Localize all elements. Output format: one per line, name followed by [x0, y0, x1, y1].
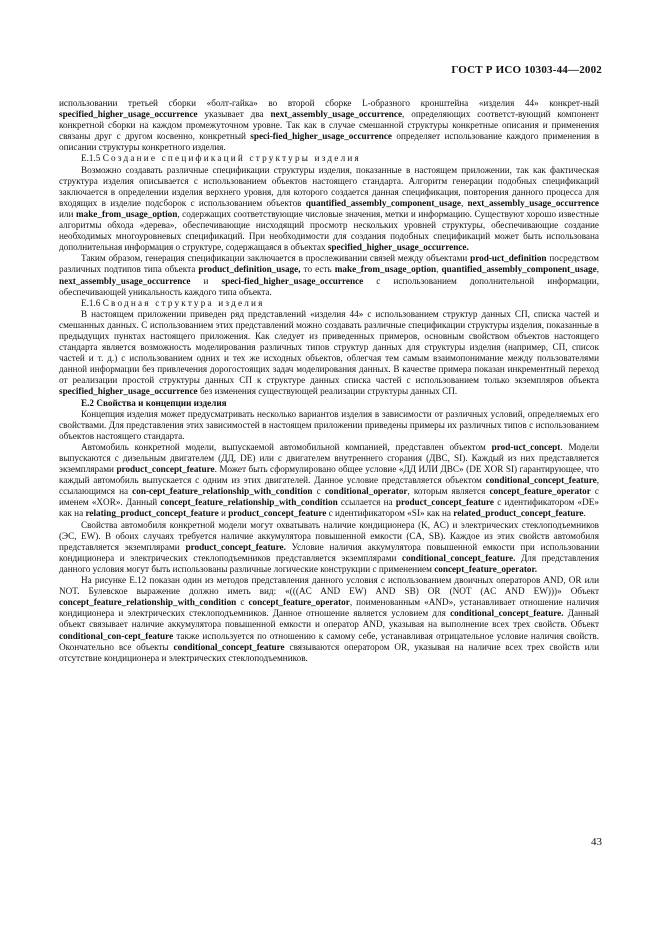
text-run: Таким образом, генерация спецификации заключается в прослеживании связей между объектами: [81, 253, 471, 264]
text-run: связываются оператором OR, указывая на наличие всех трех свойств или отсутствие кондиционера и электрических стеклоподъемников.: [59, 641, 599, 663]
bold-term: prod-uct_concept: [491, 441, 561, 452]
bold-term: conditional_operator: [324, 486, 408, 497]
text-run: и: [190, 275, 222, 286]
bold-term: concept_feature_operator: [248, 597, 350, 608]
bold-term: product_concept_feature: [116, 464, 215, 475]
text-run: ,: [436, 264, 442, 275]
bold-term: conditional_concept_feature: [173, 641, 285, 652]
document-body: [59, 98, 599, 664]
text-run: Автомобиль конкретной модели, выпускаемой автомобильной компанией, представлен объектом: [81, 441, 492, 452]
text-run: использовании третьей сборки «болт-гайка» во второй сборке L-образного кронштейна «изделия 44» конкрет-ный: [59, 98, 599, 108]
page-number: 43: [591, 836, 602, 848]
section-heading-e15: [59, 153, 599, 164]
text-run: В настоящем приложении приведен ряд представлений «изделия 44» с использованием структур данных СП, списка частей и смешанных данных. С использованием этих представлений можно создавать различные спецификации структуры изделия, показанные в предыдущих пунктах настоящего приложения. Как следует из приведенных примеров, основным свойством объектов настоящего стандарта является возможность моделирования различных типов структур данных для структуры изделия (например, СП, список частей и т. д.) с использованием одних и тех же исходных объектов, облегчая тем самым взаимопонимание между пользователями данной информации без привлечения дорогостоящих задач моделирования данных. В качестве примера показан инкрементный переход от реализации простой структуры данных СП к структуре данных списка частей с использованием только экземпляров объекта: [59, 308, 599, 386]
text-run: посредством различных подтипов типа объекта: [59, 253, 599, 275]
text-run: E.1.6: [81, 297, 103, 308]
text-run: . Модели выпускаются с дизельным двигателем (ДД, DE) или с двигателем внутреннего сгорания (ДВС, SI). Каждый из них представляется экземплярами: [59, 441, 599, 475]
paragraph: [59, 442, 599, 520]
text-run: , определяющих соответст-вующий компонент конкретной сборки на каждом промежуточном уровне. Так как в случае смешанной структуры конкретные описания и применения связаны друг с другом косвенно, конкретный: [59, 109, 599, 142]
bold-term: relating_product_concept_feature: [85, 508, 219, 519]
bold-term: product_definition_usage,: [198, 264, 301, 275]
text-run: с использованием дополнительной информации, обеспечивающей уникальность каждого типа объекта.: [59, 275, 599, 297]
text-run: с: [236, 597, 249, 608]
paragraph: [59, 409, 599, 442]
text-run: без изменения существующей реализации структуры данных СП.: [197, 386, 458, 397]
paragraph: [59, 253, 599, 297]
text-run: то есть: [300, 264, 335, 275]
text-run: .: [583, 508, 586, 519]
bold-term: speci-fied_higher_usage_occurrence: [250, 131, 392, 142]
text-run: с: [312, 486, 325, 497]
bold-term: concept_feature_operator: [489, 486, 591, 497]
text-run: указывает два: [197, 109, 271, 120]
bold-term: product_concept_feature: [228, 508, 327, 519]
text-run: ,: [460, 197, 468, 208]
bold-term: related_product_concept_feature: [453, 508, 584, 519]
text-run: , поименованным «AND», устанавливает отношение наличия кондиционера и электрических стеклоподъемников. Данное отношение является условием для: [59, 597, 600, 619]
text-run: и: [218, 508, 229, 519]
text-run: с идентификатором «DE» как на: [59, 497, 599, 519]
paragraph: [59, 575, 599, 664]
bold-term: quantified_assembly_component_usage: [441, 264, 597, 275]
text-run: Концепция изделия может предусматривать несколько вариантов изделия в зависимости от различных условий, определяемых его свойствами. Для представления этих зависимостей в настоящем приложении приведены примеры их различных типов с использованием объектов настоящего стандарта.: [59, 408, 599, 441]
text-run: с именем «XOR». Данный: [59, 486, 599, 508]
bold-term: specified_higher_usage_occurrence.: [327, 242, 469, 253]
text-run: Свойства автомобиля конкретной модели могут охватывать наличие кондиционера (K, AC) и электрических стеклоподъемников (ЭС, EW). В обоих случаях требуется наличие аккумулятора повышенной емкости (CA, SB). Каждое из этих свойств автомобиля представляется экземплярами: [59, 519, 599, 552]
text-run: определяет использование каждого применения в описании структуры конкретного изделия.: [59, 131, 599, 153]
bold-term: specified_higher_usage_occurrence: [59, 109, 198, 120]
bold-term: speci-fied_higher_usage_occurrence: [221, 275, 364, 286]
bold-term: con-cept_feature_relationship_with_condition: [132, 486, 313, 497]
standard-header: ГОСТ Р ИСО 10303-44—2002: [451, 64, 602, 76]
bold-term: conditional_con-cept_feature: [59, 630, 174, 641]
bold-term: next_assembly_usage_occurrence: [270, 109, 403, 120]
paragraph: [59, 309, 599, 398]
bold-term: concept_feature_operator.: [434, 563, 538, 574]
bold-term: make_from_usage_option: [334, 264, 437, 275]
bold-term: product_concept_feature.: [185, 541, 286, 552]
text-run: Сводная структура изделия: [102, 297, 265, 308]
bold-term: next_assembly_usage_occurrence: [467, 197, 600, 208]
paragraph: [59, 98, 599, 153]
text-run: ссылается на: [337, 497, 396, 508]
bold-term: prod-uct_definition: [470, 253, 547, 264]
bold-term: E.2 Свойства и концепции изделия: [81, 397, 227, 408]
text-run: Для представления данного условия могут быть использованы различные логические конструкции с применением: [59, 552, 599, 574]
paragraph: [59, 520, 599, 575]
text-run: Данный объект связывает наличие аккумулятора повышенной емкости и оператор AND, указывая на выполнение всех трех свойств. Объект: [59, 608, 599, 630]
text-run: или: [59, 208, 76, 219]
text-run: также используется по отношению к самому себе, устанавливая отрицательное условие наличия свойств. Окончательно все объекты: [59, 630, 599, 652]
text-run: с идентификатором «SI» как на: [326, 508, 454, 519]
text-run: Создание спецификаций структуры изделия: [102, 153, 361, 164]
bold-term: concept_feature_relationship_with_condition: [160, 497, 338, 508]
bold-term: next_assembly_usage_occurrence: [59, 275, 191, 286]
paragraph: [59, 165, 599, 254]
text-run: . Может быть сформулировано общее условие «ДД ИЛИ ДВС» (DE XOR SI) гарантирующее, что каждый автомобиль выпускается с одним из этих двигателей. Данное условие представляется объектом: [59, 464, 599, 486]
section-heading-e2: [59, 398, 599, 409]
bold-term: product_concept_feature: [395, 497, 494, 508]
bold-term: conditional_concept_feature.: [402, 552, 516, 563]
text-run: Условие наличия аккумулятора повышенной емкости при использовании кондиционера и электрических стеклоподъемников представляется экземплярами: [59, 541, 599, 563]
bold-term: quantified_assembly_component_usage: [305, 197, 461, 208]
text-run: , ссылающимся на: [59, 475, 599, 497]
bold-term: make_from_usage_option: [75, 208, 178, 219]
text-run: , которым является: [407, 486, 490, 497]
bold-term: specified_higher_usage_occurrence: [59, 386, 198, 397]
text-run: , содержащих соответствующие числовые значения, метки и информацию. Существуют хорошо известные алгоритмы обхода «дерева», обеспечивающие нисходящий просмотр нескольких уровней структуры, обеспечивающие создание необходимых многоуровневых спецификаций. При необходимости для создания подобных спецификаций может быть использована дополнительная информация о структуре, содержащаяся в объектах: [59, 208, 599, 253]
bold-term: conditional_concept_feature.: [450, 608, 564, 619]
section-heading-e16: [59, 298, 599, 309]
text-run: E.1.5: [81, 153, 103, 164]
text-run: ,: [596, 264, 600, 275]
text-run: Возможно создавать различные спецификации структуры изделия, показанные в настоящем приложении, так как фактическая структура изделия описывается с использованием объектов настоящего стандарта. Алгоритм генерации подобных спецификаций заключается в определении изделия верхнего уровня, для которого создается данная спецификация, повторения данного процесса для входящих в изделие подсборок с использованием объектов: [59, 164, 599, 208]
bold-term: concept_feature_relationship_with_condition: [59, 597, 237, 608]
bold-term: conditional_concept_feature: [485, 475, 597, 486]
text-run: На рисунке E.12 показан один из методов представления данного условия с использованием двоичных операторов AND, OR или NOT. Булевское выражение должно иметь вид: «(((AC AND EW) AND SB) OR (NOT (AC AND EW)))» Объект: [59, 575, 599, 597]
